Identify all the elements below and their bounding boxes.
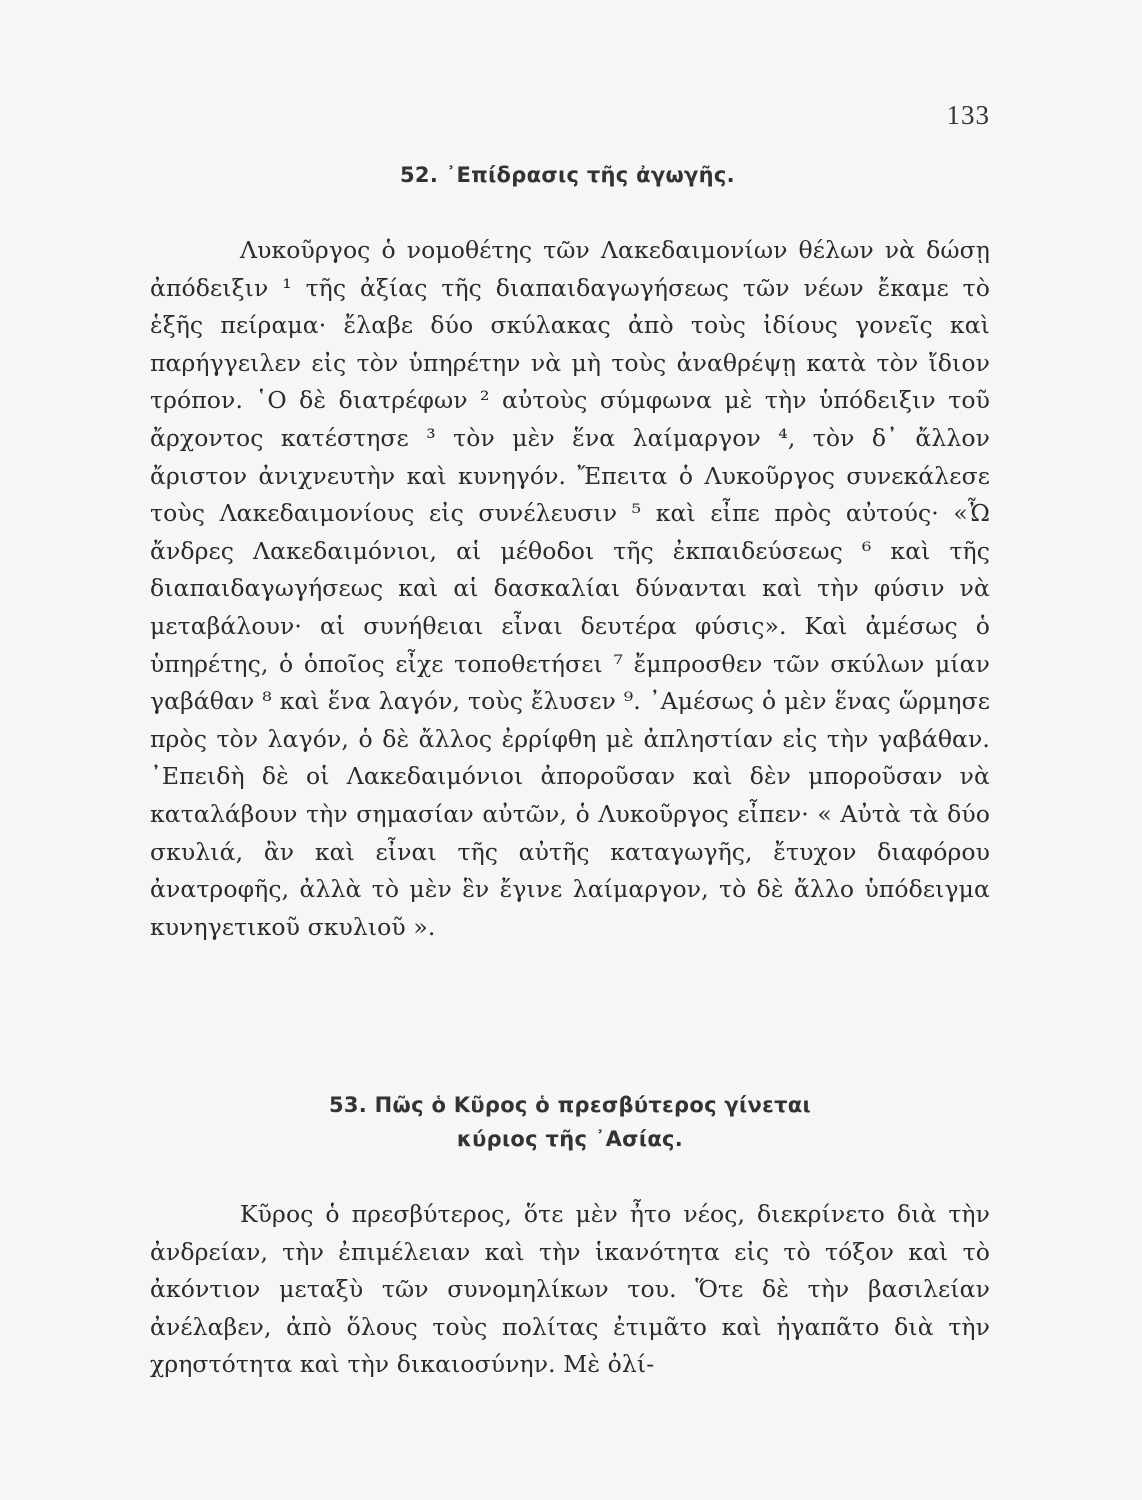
section-53-heading-line2: κύριος τῆς ᾿Ασίας.	[456, 1127, 684, 1151]
section-53	[150, 1088, 990, 1384]
section-53-heading-line1: 53. Πῶς ὁ Κῦρος ὁ πρεσβύτερος γίνεται	[328, 1093, 812, 1117]
section-53-body: Κῦρος ὁ πρεσβύτερος, ὅτε μὲν ἦτο νέος, διεκρίνετο διὰ τὴν ἀνδρείαν, τὴν ἐπιμέλειαν καὶ τὴν ἱκανότητα εἰς τὸ τόξον καὶ τὸ ἀκόντιον μεταξὺ τῶν συνομηλίκων του. Ὅτε δὲ τὴν βασιλείαν ἀνέλαβεν, ἀπὸ ὅλους τοὺς πολίτας ἐτιμᾶτο καὶ ἠγαπᾶτο διὰ τὴν χρηστότητα καὶ τὴν δικαιοσύνην. Μὲ ὀλί-	[150, 1200, 990, 1379]
section-52-heading: 52. ᾿Επίδρασις τῆς ἀγωγῆς.	[400, 163, 735, 187]
section-52-body: Λυκοῦργος ὁ νομοθέτης τῶν Λακεδαιμονίων θέλων νὰ δώσῃ ἀπόδειξιν ¹ τῆς ἀξίας τῆς διαπαιδαγωγήσεως τῶν νέων ἔκαμε τὸ ἑξῆς πείραμα· ἔλαβε δύο σκύλακας ἀπὸ τοὺς ἰδίους γονεῖς καὶ παρήγγειλεν εἰς τὸν ὑπηρέτην νὰ μὴ τοὺς ἀναθρέψῃ κατὰ τὸν ἴδιον τρόπον. ῾Ο δὲ διατρέφων ² αὐτοὺς σύμφωνα μὲ τὴν ὑπόδειξιν τοῦ ἄρχοντος κατέστησε ³ τὸν μὲν ἕνα λαίμαργον ⁴, τὸν δ᾿ ἄλλον ἄριστον ἀνιχνευτὴν καὶ κυνηγόν. Ἔπειτα ὁ Λυκοῦργος συνεκάλεσε τοὺς Λακεδαιμονίους εἰς συνέλευσιν ⁵ καὶ εἶπε πρὸς αὐτούς· «Ὦ ἄνδρες Λακεδαιμόνιοι, αἱ μέθοδοι τῆς ἐκπαιδεύσεως ⁶ καὶ τῆς διαπαιδαγωγήσεως καὶ αἱ δασκαλίαι δύνανται καὶ τὴν φύσιν νὰ μεταβάλουν· αἱ συνήθειαι εἶναι δευτέρα φύσις». Καὶ ἀμέσως ὁ ὑπηρέτης, ὁ ὁποῖος εἶχε τοποθετήσει ⁷ ἔμπροσθεν τῶν σκύλων μίαν γαβάθαν ⁸ καὶ ἕνα λαγόν, τοὺς ἔλυσεν ⁹. ᾿Αμέσως ὁ μὲν ἕνας ὥρμησε πρὸς τὸν λαγόν, ὁ δὲ ἄλλος ἐρρίφθη μὲ ἀπληστίαν εἰς τὴν γαβάθαν. ᾿Επειδὴ δὲ οἱ Λακεδαιμόνιοι ἀποροῦσαν καὶ δὲν μποροῦσαν νὰ καταλάβουν τὴν σημασίαν αὐτῶν, ὁ Λυκοῦργος εἶπεν· « Αὐτὰ τὰ δύο σκυλιά, ἂν καὶ εἶναι τῆς αὐτῆς καταγωγῆς, ἔτυχον διαφόρου ἀνατροφῆς, ἀλλὰ τὸ μὲν ἓν ἔγινε λαίμαργον, τὸ δὲ ἄλλο ὑπόδειγμα κυνηγετικοῦ σκυλιοῦ ».	[150, 236, 990, 941]
section-53-heading	[150, 1088, 990, 1156]
section-52	[150, 158, 990, 946]
page-number: 133	[946, 100, 990, 130]
